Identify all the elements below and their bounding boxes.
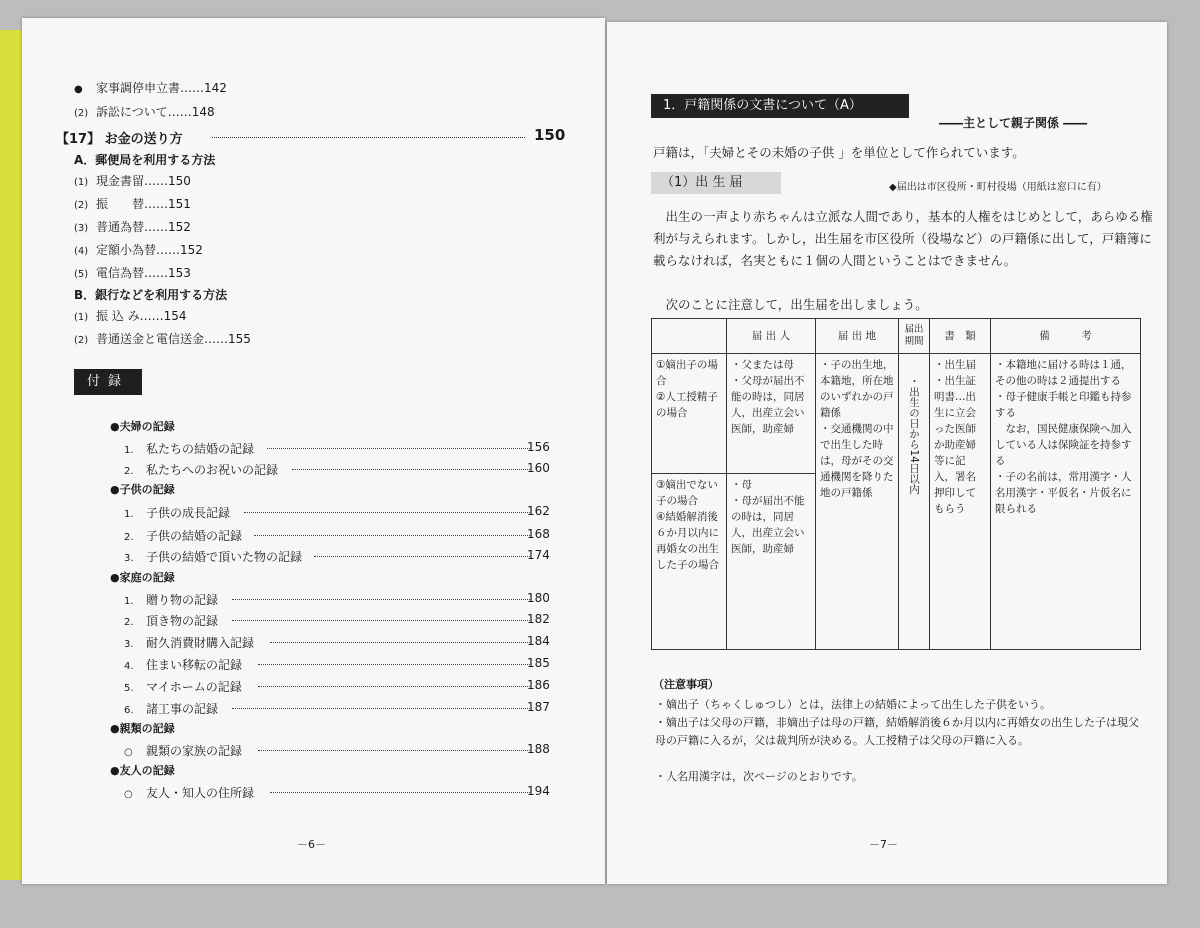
subsection-head: （1）出 生 届 — [651, 172, 781, 194]
toc-item: 3. 耐久消費財購入記録 — [124, 636, 255, 650]
toc-page: 187 — [527, 700, 550, 714]
toc-page: 186 — [527, 678, 550, 692]
leader-dots — [258, 750, 530, 751]
leader-dots — [270, 642, 530, 643]
toc-item: 2. 子供の結婚の記録 — [124, 529, 243, 543]
page-number-left: －6－ — [297, 838, 326, 851]
toc-page: 184 — [527, 634, 550, 648]
subsection-a: A．郵便局を利用する方法 — [74, 153, 216, 167]
header-cell: 書 類 — [930, 319, 991, 354]
documents-cell: ・出生届 ・出生証明書…出生に立会った医師か助産婦等に記入，署名押印してもらう — [930, 354, 991, 650]
toc-line: ● 家事調停申立書……142 — [74, 81, 227, 95]
header-cell: 届出期間 — [899, 319, 930, 354]
table-header-row — [652, 319, 1141, 354]
toc-item: 4. 住まい移転の記録 — [124, 658, 243, 672]
toc-item: 2. 私たちへのお祝いの記録 — [124, 463, 279, 477]
leader-dots — [270, 792, 530, 793]
toc-page: 162 — [527, 504, 550, 518]
page-number-right: －7－ — [869, 838, 898, 851]
leader-dots — [258, 686, 530, 687]
leader-dots — [212, 137, 525, 138]
period-cell — [899, 354, 930, 650]
toc-line: (2) 普通送金と電信送金……155 — [74, 332, 251, 346]
notifier-cell: ・母 ・母が届出不能の時は，同居人，出産立会い医師，助産婦 — [727, 474, 816, 650]
leader-dots — [258, 664, 530, 665]
toc-line: (1) 振 込 み……154 — [74, 309, 187, 323]
left-page — [22, 18, 605, 884]
header-cell: 届 出 人 — [727, 319, 816, 354]
toc-page: 185 — [527, 656, 550, 670]
toc-page: 174 — [527, 548, 550, 562]
toc-line: (4) 定額小為替……152 — [74, 243, 203, 257]
leader-dots — [232, 599, 530, 600]
section-17-title: 【17】 お金の送り方 — [56, 132, 183, 147]
leader-dots — [267, 448, 530, 449]
category-title: ●友人の記録 — [110, 764, 175, 777]
leader-dots — [232, 620, 530, 621]
remarks-cell: ・本籍地に届ける時は１通，その他の時は２通提出する ・母子健康手帳と印鑑も持参する なお，国民健康保険へ加入している人は保険証を持参する ・子の名前は，常用漢字・人名用漢字・平仮名・片仮名に限られる — [991, 354, 1141, 650]
leader-dots — [314, 556, 530, 557]
category-title: ●親類の記録 — [110, 722, 175, 735]
header-cell — [652, 319, 727, 354]
section-subtitle: ――主として親子関係 ―― — [939, 116, 1088, 130]
period-text: ・出生の日から14日以内 — [908, 376, 920, 495]
toc-item: ○ 友人・知人の住所録 — [124, 786, 255, 800]
toc-item: 2. 頂き物の記録 — [124, 614, 219, 628]
header-cell: 備 考 — [991, 319, 1141, 354]
notes-title: （注意事項） — [653, 678, 719, 691]
leader-dots — [292, 469, 530, 470]
right-page — [607, 22, 1167, 884]
toc-item: 1. 私たちの結婚の記録 — [124, 442, 255, 456]
toc-item: 5. マイホームの記録 — [124, 680, 242, 694]
category-title: ●夫婦の記録 — [110, 420, 175, 433]
toc-line: (2) 振 替……151 — [74, 197, 191, 211]
row-label: ①嫡出子の場合 ②人工授精子の場合 — [652, 354, 727, 474]
toc-page: 156 — [527, 440, 550, 454]
header-cell: 届 出 地 — [816, 319, 899, 354]
leader-dots — [232, 708, 530, 709]
place-cell: ・子の出生地，本籍地，所在地のいずれかの戸籍係 ・交通機関の中で出生した時は，母がその交通機関を降りた地の戸籍係 — [816, 354, 899, 650]
toc-item: 3. 子供の結婚で頂いた物の記録 — [124, 550, 303, 564]
toc-page: 168 — [527, 527, 550, 541]
toc-line: (3) 普通為替……152 — [74, 220, 191, 234]
notifier-cell: ・父または母 ・父母が届出不能の時は，同居人，出産立会い医師，助産婦 — [727, 354, 816, 474]
section-17-page: 150 — [534, 126, 566, 144]
toc-page: 182 — [527, 612, 550, 626]
toc-page: 180 — [527, 591, 550, 605]
section-title: 1．戸籍関係の文書について（A） — [651, 94, 909, 118]
category-title: ●家庭の記録 — [110, 571, 175, 584]
category-title: ●子供の記録 — [110, 483, 175, 496]
subsection-b: B．銀行などを利用する方法 — [74, 288, 228, 302]
table-row — [652, 354, 1141, 474]
note-line: ・嫡出子は父母の戸籍，非嫡出子は母の戸籍，結婚解消後６か月以内に再婚女の出生した子は現父母の戸籍に入るが，父は裁判所が決める。人工授精子は父母の戸籍に入る。 — [655, 716, 1139, 747]
birth-registration-table — [651, 318, 1141, 650]
toc-item: ○ 親類の家族の記録 — [124, 744, 243, 758]
paragraph: 出生の一声より赤ちゃんは立派な人間であり，基本的人権をはじめとして，あらゆる権利が与えられます。しかし，出生届を市区役所（役場など）の戸籍係に出して，戸籍簿に載らなければ，名実ともに１個の人間ということはできません。 — [653, 209, 1153, 268]
paragraph: 次のことに注意して，出生届を出しましょう。 — [665, 297, 928, 312]
appendix-label: 付録 — [74, 369, 142, 395]
toc-line: (5) 電信為替……153 — [74, 266, 191, 280]
leader-dots — [254, 535, 530, 536]
note-line: ・人名用漢字は，次ページのとおりです。 — [655, 770, 863, 783]
toc-line: (1) 現金書留……150 — [74, 174, 191, 188]
note-line: ・嫡出子（ちゃくしゅつし）とは，法律上の結婚によって出生した子供をいう。 — [655, 698, 1051, 711]
toc-item: 6. 諸工事の記録 — [124, 702, 219, 716]
leader-dots — [244, 512, 530, 513]
row-label: ③嫡出でない子の場合 ④結婚解消後６か月以内に再婚女の出生した子の場合 — [652, 474, 727, 650]
intro-text: 戸籍は，「夫婦とその未婚の子供 」を単位として作られています。 — [653, 145, 1025, 160]
toc-page: 194 — [527, 784, 550, 798]
toc-item: 1. 贈り物の記録 — [124, 593, 219, 607]
toc-item: 1. 子供の成長記録 — [124, 506, 231, 520]
toc-page: 188 — [527, 742, 550, 756]
filing-note: ◆届出は市区役所・町村役場（用紙は窓口に有） — [889, 182, 1107, 193]
toc-line: (2) 訴訟について……148 — [74, 105, 215, 119]
toc-page: 160 — [527, 461, 550, 475]
